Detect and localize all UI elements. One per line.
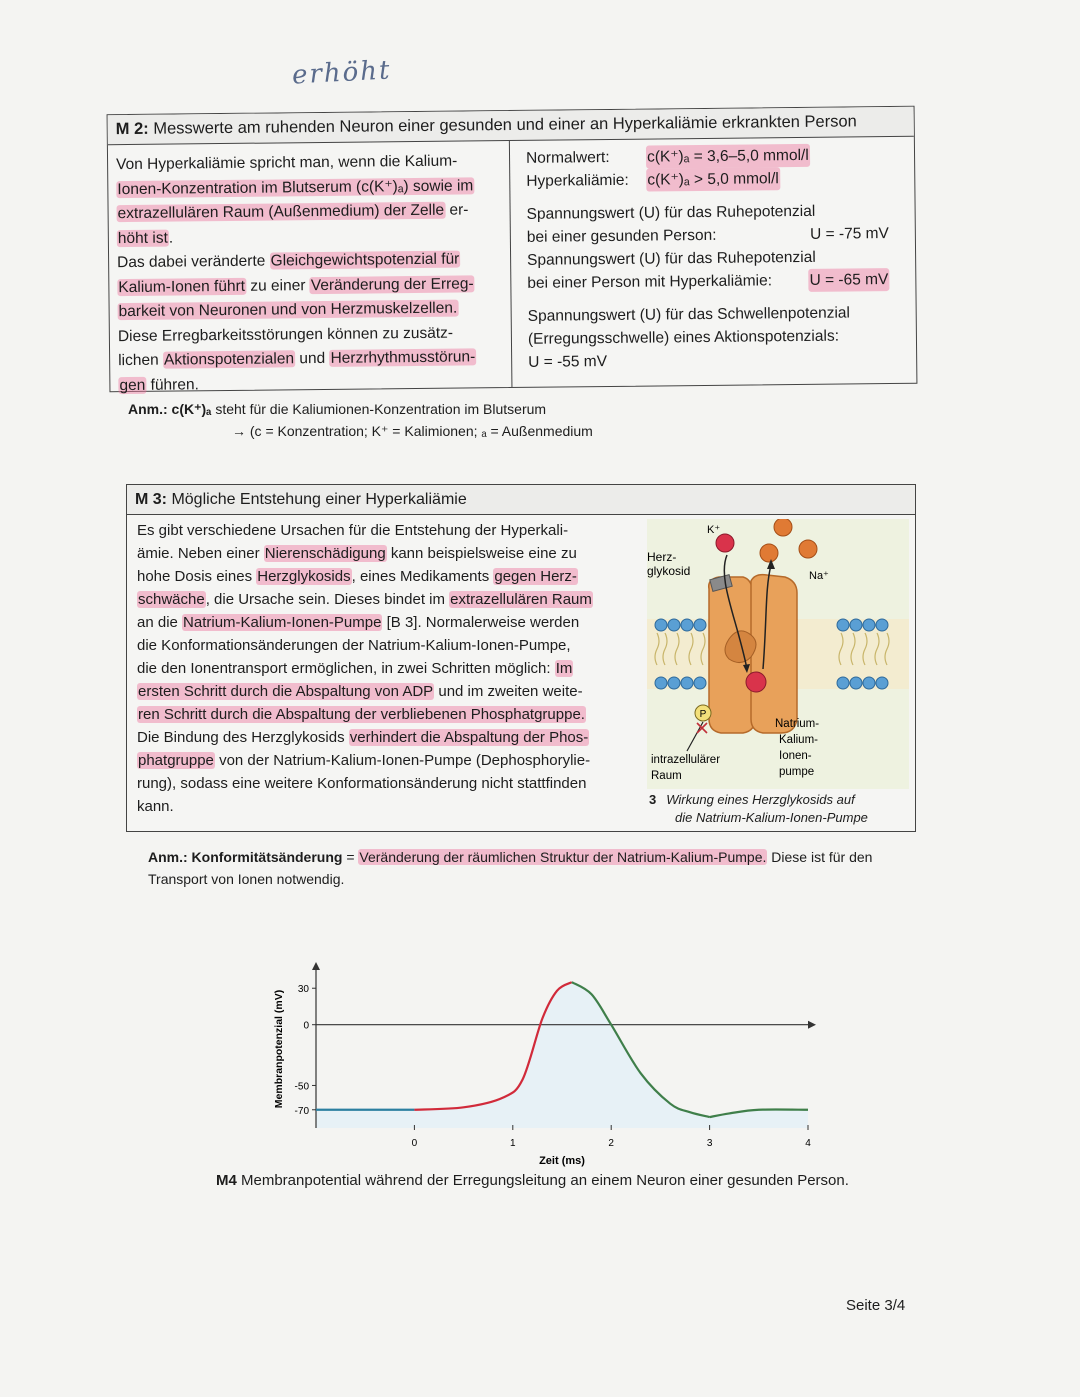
text-fragment: hohe Dosis eines [137,568,257,585]
rest-healthy-line2: bei einer gesunden Person: [526,226,717,246]
threshold-value: U = -55 mV [528,353,608,371]
highlight: extrazellulären Raum [450,591,592,608]
text-line [137,542,627,565]
highlight: Nierenschädigung [264,545,386,562]
text-line [137,680,627,703]
annotation-2-label: Anm.: Konformitätsänderung [148,849,343,865]
annotation-1-label: Anm.: c(K⁺)ₐ [128,401,212,417]
highlight: Ionen-Konzentration im Blutserum (c(K⁺)ₐ) sowie im [117,176,474,198]
highlight: verhindert die Abspaltung der Phos- [349,729,589,746]
m2-title: Messwerte am ruhenden Neuron einer gesunden und einer an Hyperkaliämie erkrankten Person [153,112,857,138]
highlight: Veränderung der Erreg- [310,274,474,294]
sodium-ion [760,544,778,562]
x-axis-label: Zeit (ms) [539,1155,585,1167]
m2-label: M 2: [115,119,149,139]
m2-values [518,137,917,387]
y-tick-label: -70 [294,1105,309,1117]
text-fragment: führen. [146,375,199,394]
threshold-line2: (Erregungsschwelle) eines Aktionspotenzials: [527,327,840,348]
annotation-2 [148,846,888,890]
text-fragment: kann beispielsweise eine zu [386,545,577,562]
highlight: Im [555,660,573,677]
chart-area-fill [316,982,808,1128]
y-tick-label: 0 [303,1020,309,1032]
highlight: Herzrhythmusstörun- [330,348,476,367]
y-tick-label: 30 [297,984,309,996]
text-line [117,247,502,276]
annotation-2-definition: Veränderung der räumlichen Struktur der Natrium-Kalium-Pumpe. [359,849,767,865]
annotation-1 [128,398,593,442]
text-fragment: lichen [118,351,164,370]
figure-caption [649,791,911,827]
highlight: barkeit von Neuronen und von Herzmuskelzellen. [118,299,458,321]
potassium-ion [746,672,766,692]
text-line [118,296,503,325]
highlight: Kalium-Ionen führt [118,277,246,296]
x-tick-label: 2 [608,1138,614,1149]
text-line [137,749,627,772]
normal-value: c(K⁺)ₐ = 3,6–5,0 mmol/l [646,144,810,169]
highlight: gen [119,376,146,394]
caption-line1 [649,791,911,809]
text-line [137,726,627,749]
text-line [118,345,503,374]
text-fragment: Das dabei veränderte [117,252,270,272]
text-fragment: er- [449,201,469,219]
caption-text1: Wirkung eines Herzglykosids auf [666,792,855,807]
y-axis-label: Membranpotenzial (mV) [273,989,285,1109]
text-fragment: Die Bindung des Herzglykosids [137,729,349,746]
highlight: ren Schritt durch die Abspaltung der verbliebenen Phosphatgruppe. [138,706,585,723]
rest-hyper-line2: bei einer Person mit Hyperkaliämie: [527,272,773,292]
sodium-label: Na⁺ [809,570,829,582]
annotation-1-line1 [128,398,593,420]
normal-label: Normalwert: [525,148,610,167]
text-fragment: . [168,229,174,247]
pump-label-1: Natrium- [775,718,820,730]
glycoside-label-1: Herz- [647,550,677,564]
intracellular-label-1: intrazellulärer [651,754,721,766]
caption-text2: die Natrium-Kalium-Ionen-Pumpe [675,810,868,825]
pump-label-3: Ionen- [779,750,812,762]
text-fragment: und im zweiten weite- [434,683,583,700]
x-tick-label: 1 [510,1138,516,1149]
x-tick-label: 0 [411,1138,418,1149]
page-number: Seite 3/4 [846,1297,906,1314]
pump-right-subunit [751,575,797,733]
m3-text [137,519,627,818]
m3-header [127,485,915,515]
rest-healthy-value: U = -75 mV [809,225,889,243]
text-fragment: von der Natrium-Kalium-Ionen-Pumpe (Dephosphorylie- [214,752,591,769]
text-line: die Konformationsänderungen der Natrium-Kalium-Ionen-Pumpe, [137,637,571,654]
text-fragment: zu einer [245,276,310,295]
y-axis-arrow [312,962,320,970]
text-fragment: und [294,349,330,368]
rest-hyper-value: U = -65 mV [808,268,889,292]
rest-healthy-row [527,222,907,249]
text-line: kann. [137,798,174,815]
m3-title: Mögliche Entstehung einer Hyperkaliämie [171,491,467,508]
highlight: Natrium-Kalium-Ionen-Pumpe [183,614,382,631]
caption-number: 3 [649,792,657,807]
text-fragment: , eines Medikaments [351,568,494,585]
text-line [116,198,501,227]
potassium-ion [716,534,734,552]
annotation-2-rest: Diese ist für den Transport von Ionen notwendig. [148,849,873,887]
potassium-label: K⁺ [707,524,721,536]
text-fragment: an die [137,614,183,631]
m3-box [126,484,916,832]
highlight: schwäche [138,591,205,608]
sodium-ion [774,519,792,536]
rest-hyper-row [527,268,907,295]
sodium-ion [799,540,817,558]
highlight: gegen Herz- [494,568,577,585]
m4-caption [216,1172,849,1189]
text-line: Diese Erregbarkeitsstörungen können zu zusätz- [117,324,454,345]
text-line: Es gibt verschiedene Ursachen für die Entstehung der Hyperkali- [137,522,569,539]
text-fragment: , die Ursache sein. Dieses bindet im [205,591,450,608]
threshold-line1: Spannungswert (U) für das Schwellenpotenzial [527,304,851,325]
pump-label-4: pumpe [779,766,815,778]
hyper-label: Hyperkaliämie: [526,171,629,190]
text-line [137,565,627,588]
phosphate-label: P [699,709,707,720]
text-line [137,611,627,634]
text-line [137,657,627,680]
y-tick-label: -50 [294,1081,309,1093]
highlight: Herzglykosids [257,568,351,585]
text-line [137,703,627,726]
text-fragment: [B 3]. Normalerweise werden [382,614,580,631]
x-tick-label: 3 [706,1138,713,1149]
annotation-1-text: steht für die Kaliumionen-Konzentration im Blutserum [211,401,547,417]
highlight: Gleichgewichtspotenzial für [270,250,460,270]
handwritten-note: erhöht [291,55,393,91]
highlight: phatgruppe [138,752,214,769]
text-fragment: ämie. Neben einer [137,545,264,562]
highlight: Aktionspotenzialen [163,350,295,369]
hyper-value: c(K⁺)ₐ > 5,0 mmol/l [646,167,780,191]
glycoside-label-2: glykosid [647,564,691,578]
text-line [118,370,503,399]
m3-label: M 3: [135,491,167,508]
m2-box [107,106,918,392]
text-fragment: die den Ionentransport ermöglichen, in zwei Schritten möglich: [137,660,555,677]
annotation-2-eq: = [342,849,359,865]
text-line: rung), sodass eine weitere Konformationsänderung nicht stattfinden [137,775,587,792]
m2-definition-text [108,141,513,394]
rest-healthy-line1: Spannungswert (U) für das Ruhepotenzial [526,202,816,223]
highlight: extrazellulären Raum (Außenmedium) der Zelle [117,201,445,223]
intracellular-label-2: Raum [651,770,682,782]
rest-hyper-line1: Spannungswert (U) für das Ruhepotenzial [527,248,816,269]
annotation-1-line2: → (c = Konzentration; K⁺ = Kalimionen; ₐ = Außenmedium [232,423,593,439]
m4-caption-text: Membranpotential während der Erregungsleitung an einem Neuron einer gesunden Person. [236,1172,849,1189]
pump-label-2: Kalium- [779,734,818,746]
highlight: ersten Schritt durch die Abspaltung von ADP [138,683,434,700]
x-axis-arrow [808,1021,816,1029]
x-tick-label: 4 [805,1138,811,1149]
text-line: Von Hyperkaliämie spricht man, wenn die Kalium- [116,152,458,174]
highlight: höht ist [117,229,168,247]
membrane-potential-chart [260,960,820,1170]
m4-label: M4 [216,1172,237,1189]
pump-figure [647,519,909,789]
text-line [137,588,627,611]
